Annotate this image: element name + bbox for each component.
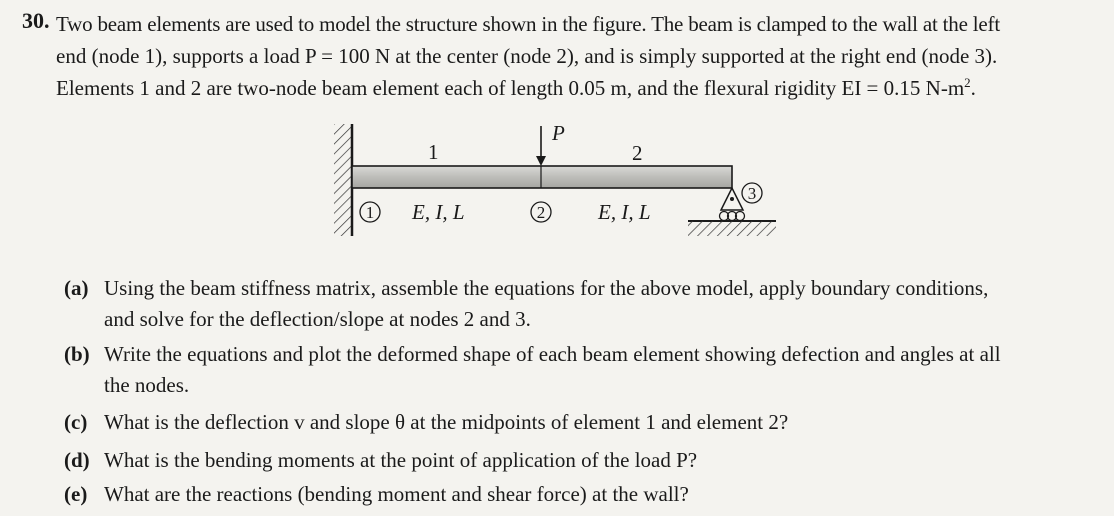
part-c <box>64 410 788 435</box>
problem-line-3-text: Elements 1 and 2 are two-node beam element each of length 0.05 m, and the flexural rigidity EI = 0.15 N-m <box>56 76 965 100</box>
part-label: (e) <box>64 482 88 506</box>
part-text: What is the deflection v and slope θ at the midpoints of element 1 and element 2? <box>104 410 789 434</box>
problem-statement <box>56 8 1106 104</box>
part-label: (b) <box>64 342 90 366</box>
beam <box>352 166 732 188</box>
part-text: What is the bending moments at the point of application of the load P? <box>104 448 698 472</box>
fixed-wall-support <box>334 124 352 236</box>
problem-line-3 <box>56 72 1106 104</box>
element-1-properties: E, I, L <box>412 200 465 224</box>
part-e <box>64 482 689 507</box>
element-1-label: 1 <box>428 140 439 164</box>
roller-support-icon <box>688 188 776 236</box>
problem-line-3-end: . <box>970 76 976 100</box>
part-d <box>64 448 697 473</box>
element-2-label: 2 <box>632 141 643 165</box>
beam-figure <box>320 118 790 258</box>
part-label: (d) <box>64 448 90 472</box>
part-label: (a) <box>64 276 89 300</box>
node-2-label: 2 <box>536 203 546 222</box>
part-label: (c) <box>64 410 88 434</box>
units-exponent: 2 <box>964 75 971 90</box>
problem-number: 30. <box>22 8 50 33</box>
part-text: Using the beam stiffness matrix, assemble the equations for the above model, apply boundary conditions, <box>104 276 989 300</box>
node-3-label: 3 <box>747 184 757 203</box>
part-text-continued: the nodes. <box>104 373 190 397</box>
part-a <box>64 276 988 332</box>
element-2-properties: E, I, L <box>598 200 651 224</box>
part-text-continued: and solve for the deflection/slope at nodes 2 and 3. <box>104 307 531 331</box>
part-text: Write the equations and plot the deformed shape of each beam element showing defection and angles at all <box>104 342 1001 366</box>
part-b <box>64 342 1001 398</box>
problem-line-1: Two beam elements are used to model the structure shown in the figure. The beam is clamped to the wall at the left <box>56 12 1000 36</box>
load-label: P <box>552 121 565 145</box>
problem-line-2: end (node 1), supports a load P = 100 N at the center (node 2), and is simply supported at the right end (node 3). <box>56 44 998 68</box>
node-1-label: 1 <box>365 203 375 222</box>
part-text: What are the reactions (bending moment and shear force) at the wall? <box>104 482 689 506</box>
load-arrow-icon <box>536 126 546 166</box>
